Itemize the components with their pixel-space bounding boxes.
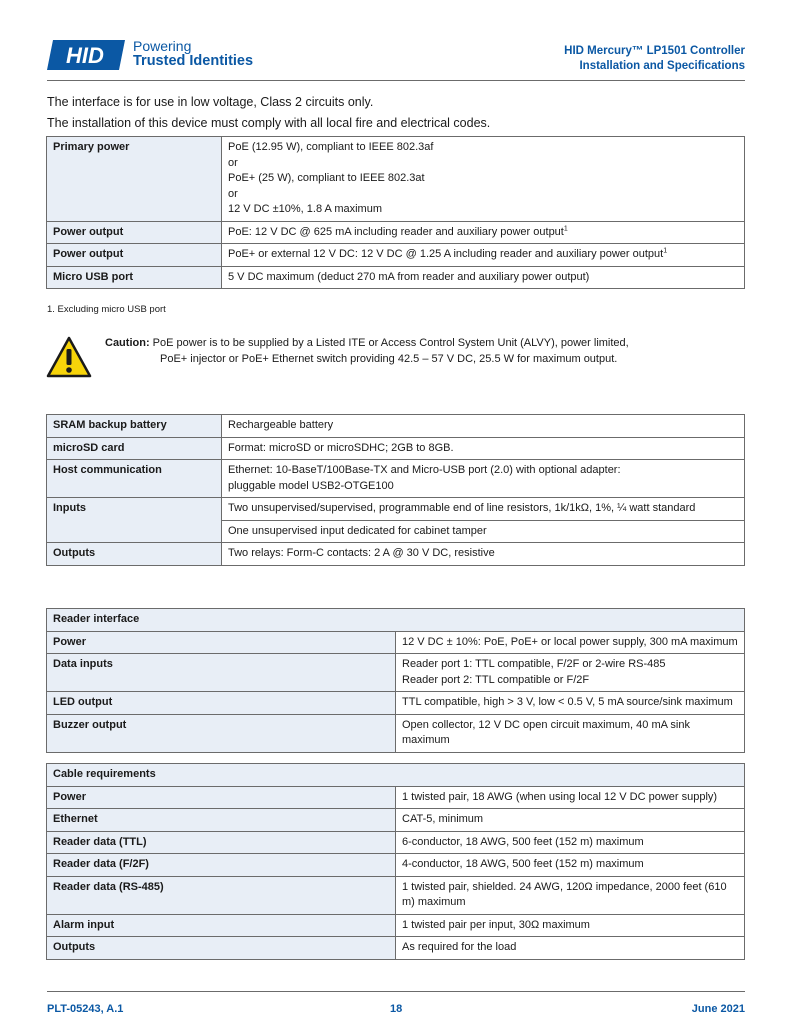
svg-text:HID: HID bbox=[66, 43, 104, 68]
row-label: Outputs bbox=[47, 937, 396, 960]
row-value: Rechargeable battery bbox=[222, 415, 745, 438]
cable-requirements-table bbox=[46, 763, 745, 960]
row-value bbox=[222, 221, 745, 244]
row-value: As required for the load bbox=[396, 937, 745, 960]
table-row bbox=[47, 221, 745, 244]
row-value: 12 V DC ± 10%: PoE, PoE+ or local power supply, 300 mA maximum bbox=[396, 631, 745, 654]
row-value bbox=[396, 654, 745, 692]
page-footer bbox=[47, 991, 745, 1022]
tagline-line-1: Powering bbox=[133, 38, 192, 54]
table-header-row bbox=[47, 764, 745, 787]
table-row bbox=[47, 692, 745, 715]
table-row bbox=[47, 437, 745, 460]
table-row bbox=[47, 498, 745, 521]
row-label: Micro USB port bbox=[47, 266, 222, 289]
row-label: Reader data (F/2F) bbox=[47, 854, 396, 877]
document-number: PLT-05243, A.1 bbox=[47, 1003, 124, 1015]
value-line: Reader port 2: TTL compatible or F/2F bbox=[402, 673, 590, 686]
table-row bbox=[47, 460, 745, 498]
table-row bbox=[47, 876, 745, 914]
table-row bbox=[47, 266, 745, 289]
row-label: Primary power bbox=[47, 137, 222, 222]
footnote-marker: 1 bbox=[663, 247, 668, 255]
row-value: 4-conductor, 18 AWG, 500 feet (152 m) maximum bbox=[396, 854, 745, 877]
tagline bbox=[133, 39, 253, 69]
row-value: 1 twisted pair per input, 30Ω maximum bbox=[396, 914, 745, 937]
value-line: pluggable model USB2-OTGE100 bbox=[228, 479, 394, 492]
caution-line-2: PoE+ injector or PoE+ Ethernet switch providing 42.5 – 57 V DC, 25.5 W for maximum output. bbox=[160, 352, 618, 365]
row-label: Reader data (RS-485) bbox=[47, 876, 396, 914]
value-line: PoE+ (25 W), compliant to IEEE 802.3at bbox=[228, 172, 425, 184]
row-value: 5 V DC maximum (deduct 270 mA from reader and auxiliary power output) bbox=[222, 266, 745, 289]
publication-date: June 2021 bbox=[691, 1003, 745, 1015]
row-label: Power bbox=[47, 631, 396, 654]
row-value: 1 twisted pair, shielded. 24 AWG, 120Ω impedance, 2000 feet (610 m) maximum bbox=[396, 876, 745, 914]
row-label: Inputs bbox=[47, 498, 222, 543]
value-text: PoE+ or external 12 V DC: 12 V DC @ 1.25 A including reader and auxiliary power output bbox=[228, 248, 664, 260]
warning-triangle-icon bbox=[46, 336, 92, 378]
value-line: Ethernet: 10-BaseT/100Base-TX and Micro-USB port (2.0) with optional adapter: bbox=[228, 464, 621, 476]
row-value bbox=[222, 460, 745, 498]
table-row bbox=[47, 937, 745, 960]
document-title bbox=[564, 44, 745, 74]
row-label: Buzzer output bbox=[47, 714, 396, 752]
value-line: PoE (12.95 W), compliant to IEEE 802.3af bbox=[228, 141, 434, 153]
row-label: Ethernet bbox=[47, 809, 396, 832]
table-row bbox=[47, 137, 745, 222]
table-row bbox=[47, 631, 745, 654]
table-row bbox=[47, 809, 745, 832]
table-row bbox=[47, 786, 745, 809]
value-line: or bbox=[228, 187, 238, 200]
row-label: Host communication bbox=[47, 460, 222, 498]
table-heading: Reader interface bbox=[47, 609, 745, 632]
table-row bbox=[47, 854, 745, 877]
table-row bbox=[47, 914, 745, 937]
io-spec-table bbox=[46, 414, 745, 566]
row-label: Power output bbox=[47, 244, 222, 267]
hid-logo bbox=[47, 40, 125, 70]
table-row bbox=[47, 244, 745, 267]
row-value: 1 twisted pair, 18 AWG (when using local 12 V DC power supply) bbox=[396, 786, 745, 809]
footnote: 1. Excluding micro USB port bbox=[47, 304, 166, 315]
value-line: 12 V DC ±10%, 1.8 A maximum bbox=[228, 203, 382, 215]
table-row bbox=[47, 831, 745, 854]
row-value: Two relays: Form-C contacts: 2 A @ 30 V DC, resistive bbox=[222, 543, 745, 566]
row-value: CAT-5, minimum bbox=[396, 809, 745, 832]
row-label: Outputs bbox=[47, 543, 222, 566]
intro-paragraph-1: The interface is for use in low voltage, Class 2 circuits only. bbox=[47, 95, 374, 109]
row-value bbox=[222, 244, 745, 267]
caution-label: Caution: bbox=[105, 337, 150, 349]
intro-paragraph-2: The installation of this device must comply with all local fire and electrical codes. bbox=[47, 116, 491, 130]
value-text: PoE: 12 V DC @ 625 mA including reader and auxiliary power output bbox=[228, 225, 564, 238]
table-header-row bbox=[47, 609, 745, 632]
row-label: Alarm input bbox=[47, 914, 396, 937]
table-row bbox=[47, 654, 745, 692]
footnote-marker: 1 bbox=[563, 224, 568, 232]
caution-line-1 bbox=[105, 336, 745, 352]
power-spec-table bbox=[46, 136, 745, 289]
row-value: TTL compatible, high > 3 V, low < 0.5 V, 5 mA source/sink maximum bbox=[396, 692, 745, 715]
row-value: One unsupervised input dedicated for cabinet tamper bbox=[222, 520, 745, 543]
row-label: Data inputs bbox=[47, 654, 396, 692]
row-label: Power bbox=[47, 786, 396, 809]
row-value: 6-conductor, 18 AWG, 500 feet (152 m) maximum bbox=[396, 831, 745, 854]
row-label: SRAM backup battery bbox=[47, 415, 222, 438]
row-value bbox=[222, 137, 745, 222]
table-row bbox=[47, 543, 745, 566]
document-title-line-2: Installation and Specifications bbox=[579, 60, 745, 72]
page-header bbox=[47, 38, 745, 81]
reader-interface-table bbox=[46, 608, 745, 753]
row-label: LED output bbox=[47, 692, 396, 715]
row-label: Power output bbox=[47, 221, 222, 244]
table-row bbox=[47, 714, 745, 752]
row-value: Two unsupervised/supervised, programmable end of line resistors, 1k/1kΩ, 1%, ¼ watt standard bbox=[222, 498, 745, 521]
caution-note bbox=[105, 336, 745, 367]
caution-text: PoE power is to be supplied by a Listed ITE or Access Control System Unit (ALVY), power limited, bbox=[152, 337, 629, 349]
table-row bbox=[47, 415, 745, 438]
row-value: Format: microSD or microSDHC; 2GB to 8GB. bbox=[222, 437, 745, 460]
document-title-line-1: HID Mercury™ LP1501 Controller bbox=[564, 45, 745, 57]
table-heading: Cable requirements bbox=[47, 764, 745, 787]
value-line: or bbox=[228, 156, 238, 169]
tagline-line-2: Trusted Identities bbox=[133, 53, 254, 69]
value-line: Reader port 1: TTL compatible, F/2F or 2-wire RS-485 bbox=[402, 658, 666, 670]
row-value: Open collector, 12 V DC open circuit maximum, 40 mA sink maximum bbox=[396, 714, 745, 752]
row-label: Reader data (TTL) bbox=[47, 831, 396, 854]
row-label: microSD card bbox=[47, 437, 222, 460]
page-number: 18 bbox=[390, 1003, 403, 1015]
